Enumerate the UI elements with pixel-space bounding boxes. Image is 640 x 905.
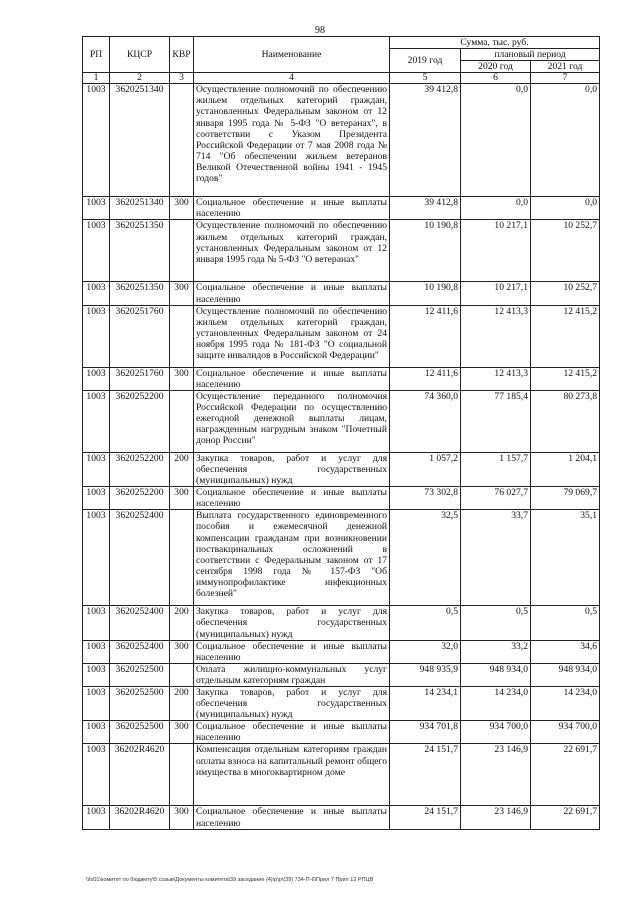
cell-name: Осуществление полномочий по обеспечению жильем отдельных категорий граждан, установленных Федеральным законом от 24 ноября 1995 года № 181-ФЗ "О социальной защите инвалидов в Российской Федерации" — [194, 305, 390, 367]
cell-kvr: 200 — [170, 452, 194, 486]
cell-rp: 1003 — [83, 606, 110, 640]
cell-2020: 14 234,0 — [461, 686, 531, 720]
cell-2020: 1 157,7 — [461, 452, 531, 486]
cell-2019: 10 190,8 — [390, 220, 461, 282]
cell-kvr: 300 — [170, 721, 194, 744]
cell-2021: 1 204,1 — [531, 452, 600, 486]
cell-name: Закупка товаров, работ и услуг для обеспечения государственных (муниципальных) нужд — [194, 452, 390, 486]
cell-name: Оплата жилищно-коммунальных услуг отдельным категориям граждан — [194, 663, 390, 686]
cell-name: Социальное обеспечение и иные выплаты населению — [194, 282, 390, 305]
cell-2020: 10 217,1 — [461, 282, 531, 305]
cell-rp: 1003 — [83, 220, 110, 282]
cell-kvr: 300 — [170, 197, 194, 220]
table-row — [83, 806, 600, 829]
cell-2021: 948 934,0 — [531, 663, 600, 686]
table-row — [83, 721, 600, 744]
cell-2019: 12 411,6 — [390, 367, 461, 390]
header-2019: 2019 год — [390, 49, 461, 73]
cell-kcsr: 3620252400 — [110, 640, 170, 663]
table-row — [83, 220, 600, 282]
table-row — [83, 663, 600, 686]
cell-2019: 24 151,7 — [390, 806, 461, 829]
cell-name: Социальное обеспечение и иные выплаты населению — [194, 367, 390, 390]
cell-2019: 39 412,8 — [390, 84, 461, 197]
cell-2021: 10 252,7 — [531, 282, 600, 305]
cell-rp: 1003 — [83, 84, 110, 197]
cell-kcsr: 36202R4620 — [110, 744, 170, 806]
table-row — [83, 510, 600, 606]
cell-2021: 934 700,0 — [531, 721, 600, 744]
cell-rp: 1003 — [83, 721, 110, 744]
cell-2021: 22 691,7 — [531, 806, 600, 829]
cell-2019: 1 057,2 — [390, 452, 461, 486]
cell-2019: 934 701,8 — [390, 721, 461, 744]
cell-name: Социальное обеспечение и иные выплаты населению — [194, 721, 390, 744]
cell-2020: 0,0 — [461, 84, 531, 197]
header-name: Наименование — [194, 37, 390, 73]
cell-rp: 1003 — [83, 452, 110, 486]
header-kvr: КВР — [170, 37, 194, 73]
cell-kvr: 300 — [170, 282, 194, 305]
cell-2019: 0,5 — [390, 606, 461, 640]
cell-kcsr: 3620251350 — [110, 282, 170, 305]
cell-rp: 1003 — [83, 806, 110, 829]
cell-rp: 1003 — [83, 510, 110, 606]
col-index: 2 — [110, 73, 170, 84]
cell-2019: 39 412,8 — [390, 197, 461, 220]
table-row — [83, 452, 600, 486]
cell-2021: 34,6 — [531, 640, 600, 663]
cell-kcsr: 3620252200 — [110, 390, 170, 452]
cell-name: Закупка товаров, работ и услуг для обеспечения государственных (муниципальных) нужд — [194, 606, 390, 640]
cell-name: Осуществление полномочий по обеспечению жильем отдельных категорий граждан, установленных Федеральным законом от 12 января 1995 года № 5-ФЗ "О ветеранах" — [194, 220, 390, 282]
cell-name: Социальное обеспечение и иные выплаты населению — [194, 806, 390, 829]
table-row — [83, 390, 600, 452]
cell-2021: 0,0 — [531, 84, 600, 197]
cell-kcsr: 3620251340 — [110, 84, 170, 197]
table-row — [83, 84, 600, 197]
cell-2020: 10 217,1 — [461, 220, 531, 282]
cell-kvr — [170, 220, 194, 282]
cell-2021: 0,5 — [531, 606, 600, 640]
cell-kvr: 300 — [170, 806, 194, 829]
table-row — [83, 744, 600, 806]
table-row — [83, 282, 600, 305]
file-path-footer: \\fs01\комитет по бюджету\5 созыв\Документы комитета\39 заседание (4)\р\р\(39) 734-П-6\Прил 7 Прил 12 РПЦВ — [86, 877, 374, 883]
cell-rp: 1003 — [83, 197, 110, 220]
cell-rp: 1003 — [83, 663, 110, 686]
cell-kcsr: 3620252200 — [110, 487, 170, 510]
cell-rp: 1003 — [83, 487, 110, 510]
cell-2020: 23 146,9 — [461, 806, 531, 829]
header-2020: 2020 год — [461, 61, 531, 73]
cell-2019: 948 935,9 — [390, 663, 461, 686]
cell-name: Осуществление полномочий по обеспечению жильем отдельных категорий граждан, установленных Федеральным законом от 12 января 1995 года № 5-ФЗ "О ветеранах", в соответствии с Указом Президента Российской Федерации от 7 мая 2008 года № 714 "Об обеспечении жильем ветеранов Великой Отечественной войны 1941 - 1945 годов" — [194, 84, 390, 197]
cell-name: Закупка товаров, работ и услуг для обеспечения государственных (муниципальных) нужд — [194, 686, 390, 720]
cell-kvr — [170, 305, 194, 367]
cell-2021: 12 415,2 — [531, 367, 600, 390]
col-index: 6 — [461, 73, 531, 84]
cell-kvr — [170, 390, 194, 452]
cell-kvr: 300 — [170, 487, 194, 510]
table-row — [83, 197, 600, 220]
header-sum: Сумма, тыс. руб. — [390, 37, 600, 49]
cell-kcsr: 3620252500 — [110, 686, 170, 720]
table-row — [83, 640, 600, 663]
cell-2020: 33,7 — [461, 510, 531, 606]
cell-2020: 12 413,3 — [461, 367, 531, 390]
cell-kcsr: 3620251340 — [110, 197, 170, 220]
table-row — [83, 686, 600, 720]
cell-kvr: 300 — [170, 367, 194, 390]
cell-2019: 10 190,8 — [390, 282, 461, 305]
cell-2019: 74 360,0 — [390, 390, 461, 452]
cell-2021: 80 273,8 — [531, 390, 600, 452]
cell-kcsr: 3620252500 — [110, 663, 170, 686]
cell-2019: 32,5 — [390, 510, 461, 606]
cell-2020: 12 413,3 — [461, 305, 531, 367]
cell-name: Выплата государственного единовременного пособия и ежемесячной денежной компенсации гражданам при возникновении поствакцинальных осложнений в соответствии с Федеральным законом от 17 сентября 1998 года № 157-ФЗ "Об иммунопрофилактике инфекционных болезней" — [194, 510, 390, 606]
table-row — [83, 367, 600, 390]
cell-name: Социальное обеспечение и иные выплаты населению — [194, 197, 390, 220]
col-index: 1 — [83, 73, 110, 84]
cell-rp: 1003 — [83, 367, 110, 390]
cell-2020: 33,2 — [461, 640, 531, 663]
cell-name: Социальное обеспечение и иные выплаты населению — [194, 487, 390, 510]
cell-kcsr: 3620251350 — [110, 220, 170, 282]
header-plan: плановый период — [461, 49, 600, 61]
header-rp: РП — [83, 37, 110, 73]
cell-2020: 76 027,7 — [461, 487, 531, 510]
cell-2021: 79 069,7 — [531, 487, 600, 510]
cell-rp: 1003 — [83, 686, 110, 720]
cell-2021: 35,1 — [531, 510, 600, 606]
cell-rp: 1003 — [83, 640, 110, 663]
table-row — [83, 305, 600, 367]
header-kcsr: КЦСР — [110, 37, 170, 73]
cell-kvr: 200 — [170, 606, 194, 640]
cell-2021: 12 415,2 — [531, 305, 600, 367]
cell-2020: 23 146,9 — [461, 744, 531, 806]
cell-kcsr: 3620252500 — [110, 721, 170, 744]
cell-2021: 0,0 — [531, 197, 600, 220]
cell-2020: 948 934,0 — [461, 663, 531, 686]
cell-kcsr: 36202R4620 — [110, 806, 170, 829]
cell-kcsr: 3620252400 — [110, 510, 170, 606]
budget-table — [82, 36, 600, 830]
cell-rp: 1003 — [83, 282, 110, 305]
cell-kcsr: 3620252400 — [110, 606, 170, 640]
cell-2021: 10 252,7 — [531, 220, 600, 282]
cell-kvr: 300 — [170, 640, 194, 663]
column-index-row — [83, 73, 600, 84]
cell-2019: 73 302,8 — [390, 487, 461, 510]
col-index: 4 — [194, 73, 390, 84]
table-row — [83, 487, 600, 510]
cell-kvr: 200 — [170, 686, 194, 720]
cell-kvr — [170, 744, 194, 806]
cell-2020: 77 185,4 — [461, 390, 531, 452]
cell-2020: 934 700,0 — [461, 721, 531, 744]
cell-2019: 24 151,7 — [390, 744, 461, 806]
table-row — [83, 606, 600, 640]
cell-2021: 14 234,0 — [531, 686, 600, 720]
cell-kcsr: 3620251760 — [110, 367, 170, 390]
page-number: 98 — [315, 25, 325, 36]
cell-name: Компенсация отдельным категориям граждан оплаты взноса на капитальный ремонт общего имущества в многоквартирном доме — [194, 744, 390, 806]
cell-2020: 0,5 — [461, 606, 531, 640]
cell-kcsr: 3620252200 — [110, 452, 170, 486]
cell-rp: 1003 — [83, 305, 110, 367]
cell-2019: 32,0 — [390, 640, 461, 663]
cell-rp: 1003 — [83, 390, 110, 452]
cell-kvr — [170, 510, 194, 606]
cell-kvr — [170, 663, 194, 686]
cell-rp: 1003 — [83, 744, 110, 806]
cell-name: Осуществление переданного полномочия Российской Федерации по осуществлению ежегодной денежной выплаты лицам, награжденным нагрудным знаком "Почетный донор России" — [194, 390, 390, 452]
cell-kcsr: 3620251760 — [110, 305, 170, 367]
cell-kvr — [170, 84, 194, 197]
cell-2020: 0,0 — [461, 197, 531, 220]
col-index: 5 — [390, 73, 461, 84]
cell-name: Социальное обеспечение и иные выплаты населению — [194, 640, 390, 663]
cell-2019: 12 411,6 — [390, 305, 461, 367]
cell-2019: 14 234,1 — [390, 686, 461, 720]
col-index: 3 — [170, 73, 194, 84]
cell-2021: 22 691,7 — [531, 744, 600, 806]
header-2021: 2021 год — [531, 61, 600, 73]
col-index: 7 — [531, 73, 600, 84]
